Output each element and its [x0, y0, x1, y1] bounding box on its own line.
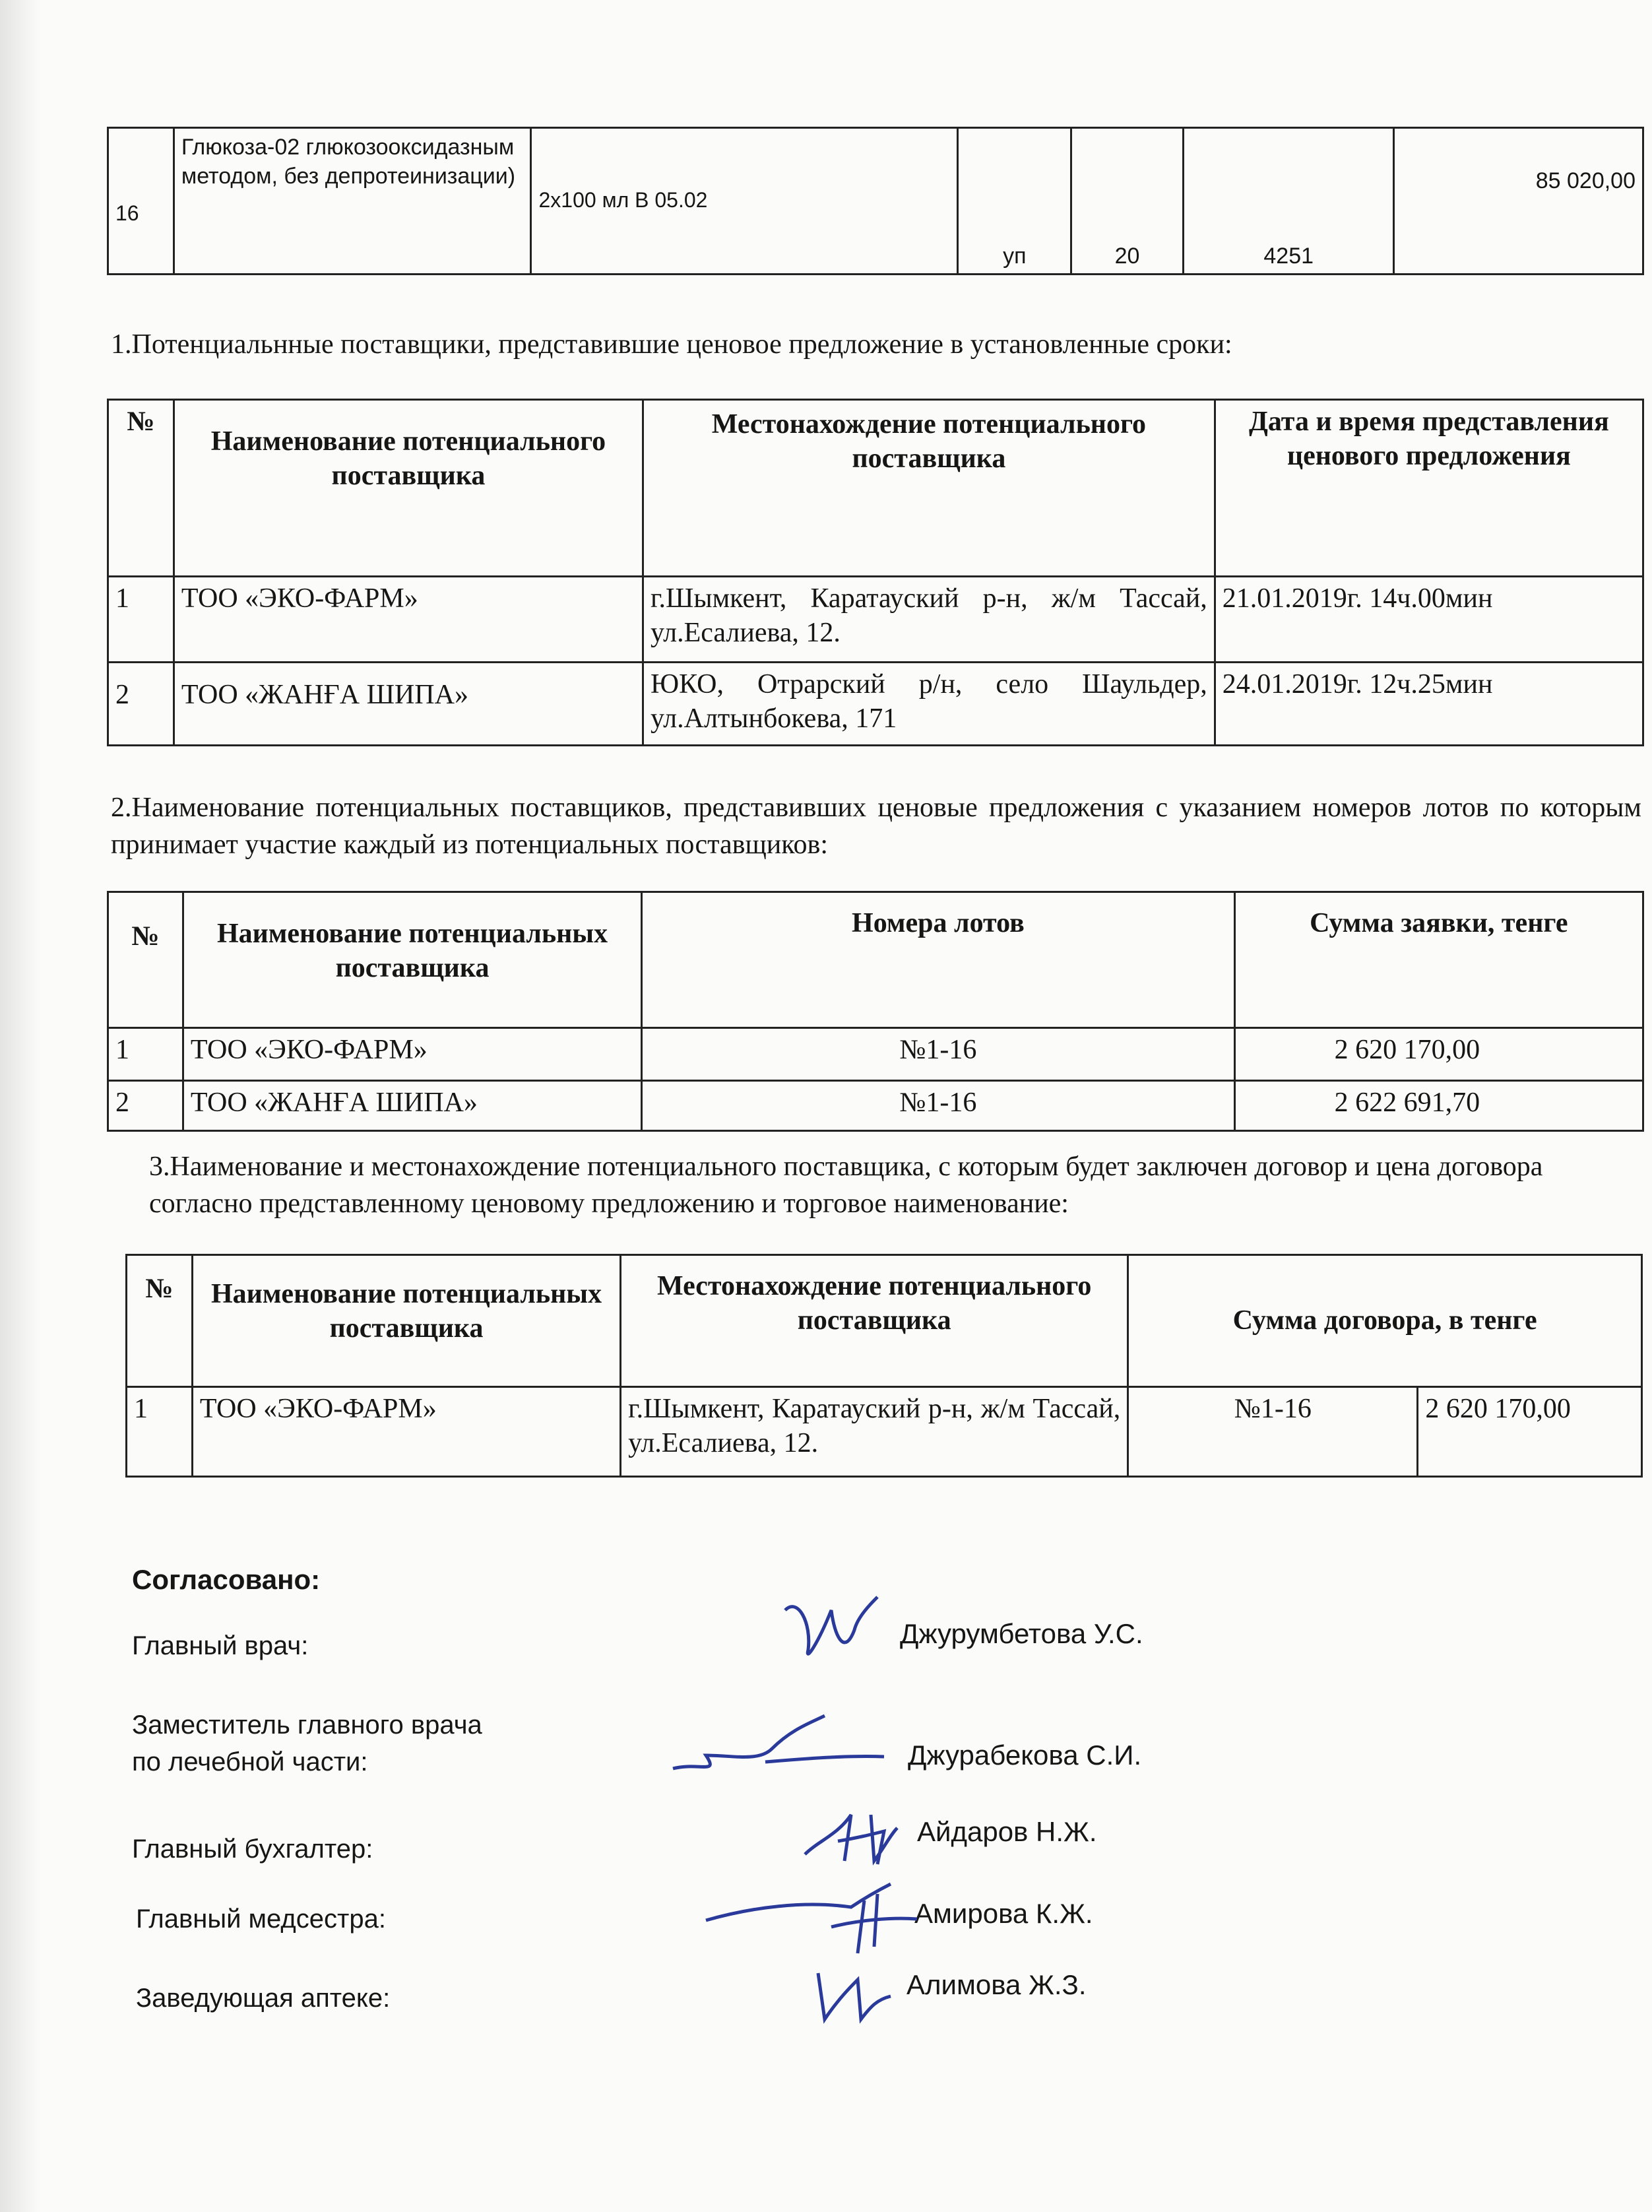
suppliers-table: [107, 399, 1644, 746]
signer-role: Главный бухгалтер:: [132, 1835, 373, 1864]
lot-name: Глюкоза-02 глюкозооксидазным методом, без депротеинизации): [174, 128, 531, 275]
signer-role-line2: по лечебной части:: [132, 1747, 368, 1776]
row-contract-sum: 2 620 170,00: [1418, 1387, 1642, 1477]
header-bid-sum: Сумма заявки, тенге: [1234, 892, 1643, 1028]
signature-pharmacy-head: [805, 1960, 897, 2033]
header-supplier-name: Наименование потенциальных поставщика: [183, 892, 641, 1028]
row-supplier-name: ТОО «ЖАНҒА ШИПА»: [183, 1081, 641, 1131]
row-supplier-name: ТОО «ЖАНҒА ШИПА»: [174, 663, 643, 746]
table-row: [108, 1028, 1643, 1081]
row-no: 1: [108, 577, 174, 663]
signature-head-nurse: [699, 1881, 924, 1960]
lot-price: 4251: [1183, 128, 1394, 275]
signer-role: Заведующая аптеке:: [136, 1984, 391, 2013]
row-supplier-address: г.Шымкент, Каратауский р-н, ж/м Тассай, ул.Есалиева, 12.: [643, 577, 1215, 663]
signature-chief-doctor: [772, 1584, 891, 1676]
row-no: 2: [108, 1081, 183, 1131]
header-no: №: [108, 400, 174, 577]
row-date-time: 21.01.2019г. 14ч.00мин: [1215, 577, 1643, 663]
header-date-time: Дата и время представления ценового предложения: [1215, 400, 1643, 577]
signer-role: Заместитель главного врача: [132, 1710, 482, 1740]
row-supplier-address: г.Шымкент, Каратауский р-н, ж/м Тассай, ул.Есалиева, 12.: [621, 1387, 1128, 1477]
header-supplier-name: Наименование потенциальных поставщика: [192, 1255, 620, 1387]
row-lot-numbers: №1-16: [642, 1081, 1235, 1131]
row-no: 1: [127, 1387, 193, 1477]
row-date-time: 24.01.2019г. 12ч.25мин: [1215, 663, 1643, 746]
signature-accountant: [798, 1802, 904, 1874]
header-supplier-name: Наименование потенциального поставщика: [174, 400, 643, 577]
signer-name: Джурабекова С.И.: [908, 1740, 1142, 1771]
signer-name: Алимова Ж.З.: [906, 1969, 1087, 2000]
table-row: [108, 1081, 1643, 1131]
table-row: [108, 663, 1643, 746]
row-supplier-address: ЮКО, Отрарский р/н, село Шаульдер, ул.Алтынбокева, 171: [643, 663, 1215, 746]
section2-title: 2.Наименование потенциальных поставщиков, представивших ценовые предложения с указанием номеров лотов по которым принимает участие каждый из потенциальных поставщиков:: [111, 793, 1641, 860]
lot-pack: 2х100 мл В 05.02: [531, 128, 958, 275]
row-supplier-name: ТОО «ЭКО-ФАРМ»: [183, 1028, 641, 1081]
header-no: №: [127, 1255, 193, 1387]
lot-number: 16: [108, 128, 174, 275]
header-contract-sum: Сумма договора, в тенге: [1128, 1255, 1642, 1387]
row-no: 1: [108, 1028, 183, 1081]
lot-sum: 85 020,00: [1394, 128, 1643, 275]
row-supplier-name: ТОО «ЭКО-ФАРМ»: [174, 577, 643, 663]
row-bid-sum: 2 620 170,00: [1234, 1028, 1643, 1081]
section1-title: 1.Потенциальнные поставщики, представившие ценовое предложение в установленные сроки:: [111, 329, 1232, 360]
header-supplier-location: Местонахождение потенциального поставщика: [621, 1255, 1128, 1387]
table-row: [108, 577, 1643, 663]
table-row: [127, 1387, 1642, 1477]
lot-table-fragment: [107, 127, 1644, 275]
header-no: №: [108, 892, 183, 1028]
contract-table: [125, 1254, 1643, 1478]
signer-role: Главный врач:: [132, 1631, 309, 1660]
row-supplier-name: ТОО «ЭКО-ФАРМ»: [192, 1387, 620, 1477]
lots-table: [107, 891, 1644, 1132]
signer-name: Амирова К.Ж.: [914, 1898, 1093, 1929]
row-no: 2: [108, 663, 174, 746]
approval-title: Согласовано:: [132, 1564, 321, 1595]
lot-qty: 20: [1071, 128, 1184, 275]
scan-shadow: [0, 0, 40, 2212]
row-lot-numbers: №1-16: [1128, 1387, 1418, 1477]
signer-name: Айдаров Н.Ж.: [917, 1816, 1097, 1847]
lot-unit: уп: [958, 128, 1071, 275]
signer-role: Главный медсестра:: [136, 1904, 386, 1934]
header-supplier-location: Местонахождение потенциального поставщика: [643, 400, 1215, 577]
row-bid-sum: 2 622 691,70: [1234, 1081, 1643, 1131]
signer-name: Джурумбетова У.С.: [900, 1618, 1143, 1649]
row-lot-numbers: №1-16: [642, 1028, 1235, 1081]
signature-deputy: [660, 1709, 897, 1788]
section3-title: 3.Наименование и местонахождение потенциального поставщика, с которым будет заключен договор и цена договора согласно представленному ценовому предложению и торговое наименование:: [149, 1152, 1543, 1219]
header-lot-numbers: Номера лотов: [642, 892, 1235, 1028]
